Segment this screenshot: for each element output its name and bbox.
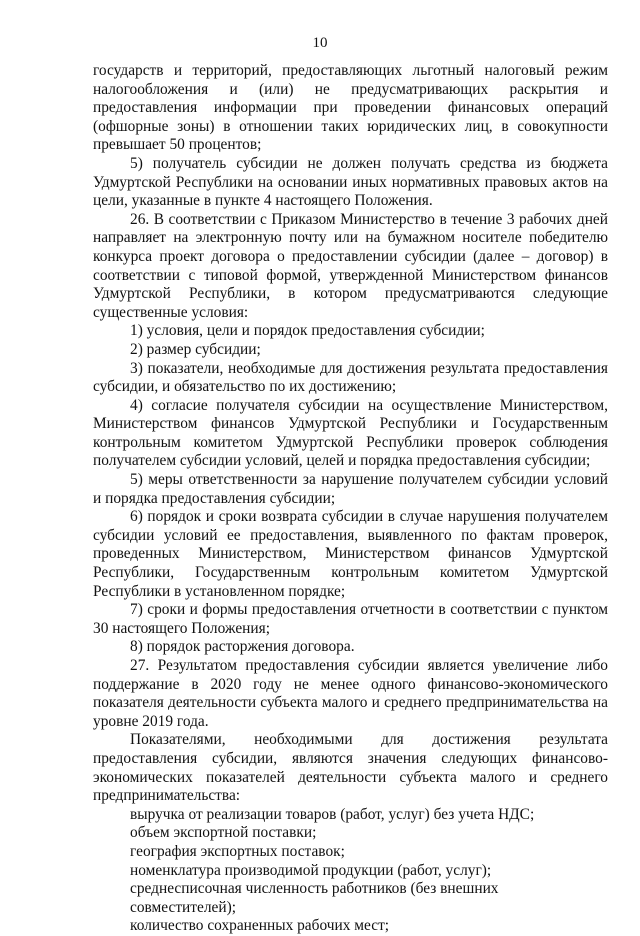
indicator-retained-jobs: количество сохраненных рабочих мест; <box>130 917 390 935</box>
paragraph-27: 27. Результатом предоставления субсидии является увеличение либо поддержание в 2020 году не менее одного финансово-экономического показателя деятельности субъекта малого и среднего предпринимательства на уровне 2019 года. <box>93 657 608 730</box>
indicator-headcount: среднесписочная численность работников (без внешних совместителей); <box>130 880 499 916</box>
condition-4: 4) согласие получателя субсидии на осуществление Министерством, Министерством финансов Удмуртской Республики и Государственным контрольным комитетом Удмуртской Республики проверок соблюдения получателем субсидии условий, целей и порядка предоставления субсидии; <box>93 396 608 470</box>
indicators-intro: Показателями, необходимыми для достижения результата предоставления субсидии, являются значения следующих финансово-экономических показателей деятельности субъекта малого и среднего предпринимательства: <box>93 731 608 805</box>
indicator-export-geography: география экспортных поставок; <box>130 842 345 860</box>
paragraph-26: 26. В соответствии с Приказом Министерство в течение 3 рабочих дней направляет на электронную почту или на бумажном носителе победителю конкурса проект договора о предоставлении субсидии (далее – договор) в соответствии с типовой формой, утвержденной Министерством финансов Удмуртской Республики, в котором предусматриваются следующие существенные условия: <box>93 210 608 321</box>
condition-5: 5) меры ответственности за нарушение получателем субсидии условий и порядка предоставления субсидии; <box>93 471 608 507</box>
condition-2: 2) размер субсидии; <box>130 340 261 358</box>
condition-1: 1) условия, цели и порядок предоставления субсидии; <box>130 322 485 340</box>
condition-7: 7) сроки и формы предоставления отчетности в соответствии с пунктом 30 настоящего Положения; <box>93 601 608 637</box>
condition-3: 3) показатели, необходимые для достижения результата предоставления субсидии, и обязательство по их достижению; <box>93 359 608 396</box>
paragraph-item-5-prev: 5) получатель субсидии не должен получать средства из бюджета Удмуртской Республики на основании иных нормативных правовых актов на цели, указанные в пункте 4 настоящего Положения. <box>93 154 608 210</box>
condition-8: 8) порядок расторжения договора. <box>130 638 355 656</box>
indicator-revenue: выручка от реализации товаров (работ, услуг) без учета НДС; <box>130 805 535 823</box>
paragraph-continuation: государств и территорий, предоставляющих льготный налоговый режим налогообложения и (или) не предусматривающих раскрытия и предоставления информации при проведении финансовых операций (офшорные зоны) в отношении таких юридических лиц, в совокупности превышает 50 процентов; <box>93 62 608 154</box>
indicator-product-range: номенклатура производимой продукции (работ, услуг); <box>130 861 492 879</box>
page-number: 10 <box>312 35 328 51</box>
condition-6: 6) порядок и сроки возврата субсидии в случае нарушения получателем субсидии условий ее предоставления, выявленного по фактам проверок, проведенных Министерством, Министерством финансов Удмуртской Республики, Государственным контрольным комитетом Удмуртской Республики в установленном порядке; <box>93 508 608 600</box>
document-body <box>93 62 608 936</box>
indicator-export-volume: объем экспортной поставки; <box>130 824 317 842</box>
